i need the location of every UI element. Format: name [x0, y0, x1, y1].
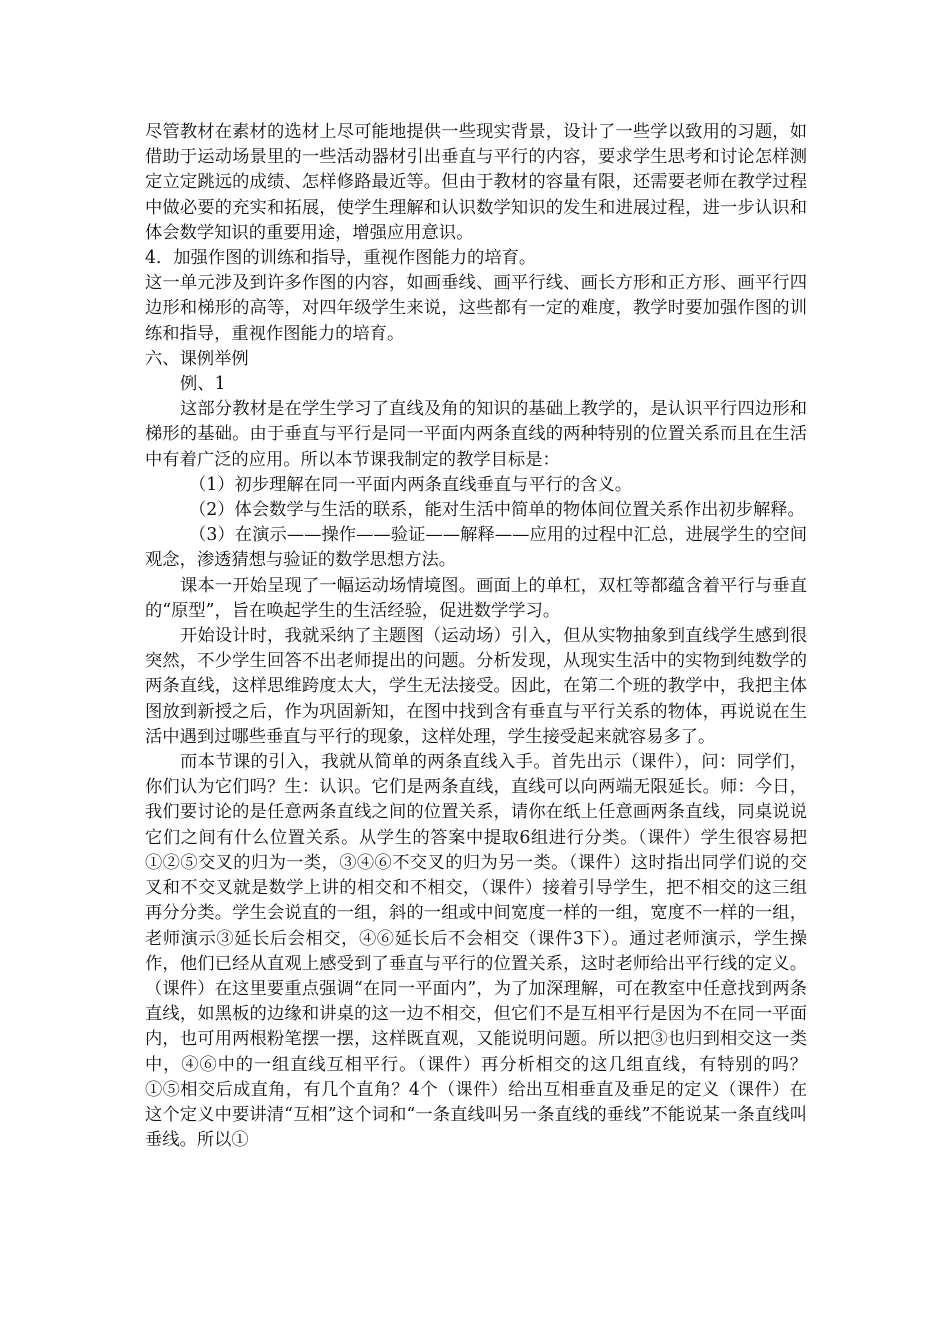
paragraph-design-reflection: 开始设计时，我就采纳了主题图（运动场）引入，但从实物抽象到直线学生感到很突然，不少学生回答不出老师提出的问题。分析发现，从现实生活中的实物到纯数学的两条直线，这样思维跨度太大，学生无法接受。因此，在第二个班的教学中，我把主体图放到新授之后，作为巩固新知，在图中找到含有垂直与平行关系的物体，再说说在生活中遇到过哪些垂直与平行的现象，这样处理，学生接受起来就容易多了。	[145, 626, 807, 747]
example-label: 例、1	[180, 374, 226, 395]
paragraph-textbook-materials: 尽管教材在素材的选材上尽可能地提供一些现实背景，设计了一些学以致用的习题，如借助于运动场景里的一些活动器材引出垂直与平行的内容，要求学生思考和讨论怎样测定立定跳远的成绩、怎样修路最近等。但由于教材的容量有限，还需要老师在教学过程中做必要的充实和拓展，使学生理解和认识数学知识的发生和进展过程，进一步认识和体会数学知识的重要用途，增强应用意识。	[145, 122, 807, 243]
paragraph-lesson-introduction: 而本节课的引入，我就从简单的两条直线入手。首先出示（课件），问：同学们，你们认为它们吗？生：认识。它们是两条直线，直线可以向两端无限延长。师：今日，我们要讨论的是任意两条直线之间的位置关系，请你在纸上任意画两条直线，同桌说说它们之间有什么位置关系。从学生的答案中提取6组进行分类。（课件）学生很容易把①②⑤交叉的归为一类，③④⑥不交叉的归为另一类。（课件）这时指出同学们说的交叉和不交叉就是数学上讲的相交和不相交，（课件）接着引导学生，把不相交的这三组再分分类。学生会说直的一组，斜的一组或中间宽度一样的一组，宽度不一样的一组，老师演示③延长后会相交，④⑥延长后不会相交（课件3下）。通过老师演示，学生操作，他们已经从直观上感受到了垂直与平行的位置关系，这时老师给出平行线的定义。（课件）在这里要重点强调“在同一平面内”，为了加深理解，可在教室中任意找到两条直线，如黑板的边缘和讲桌的这一边不相交，但它们不是互相平行是因为不在同一平面内，也可用两根粉笔摆一摆，这样既直观，又能说明问题。所以把③也归到相交这一类中，④⑥中的一组直线互相平行。（课件）再分析相交的这几组直线，有特别的吗？①⑤相交后成直角，有几个直角？4个（课件）给出互相垂直及垂足的定义（课件）在这个定义中要讲清“互相”这个词和“一条直线叫另一条直线的垂线”不能说某一条直线叫垂线。所以①	[145, 752, 807, 1151]
section-heading-6: 六、课例举例	[145, 348, 249, 369]
heading-point-4: 4．加强作图的训练和指导，重视作图能力的培育。	[145, 248, 537, 269]
goal-3: （3）在演示——操作——验证——解释——应用的过程中汇总，进展学生的空间观念，渗透猜想与验证的数学思想方法。	[145, 525, 807, 571]
paragraph-teaching-goals-intro: 这部分教材是在学生学习了直线及角的知识的基础上教学的，是认识平行四边形和梯形的基础。由于垂直与平行是同一平面内两条直线的两种特别的位置关系而且在生活中有着广泛的应用。所以本节课我制定的教学目标是：	[145, 399, 807, 470]
goal-2: （2）体会数学与生活的联系，能对生活中简单的物体间位置关系作出初步解释。	[189, 500, 805, 521]
goal-1: （1）初步理解在同一平面内两条直线垂直与平行的含义。	[189, 474, 633, 495]
paragraph-situation-picture: 课本一开始呈现了一幅运动场情境图。画面上的单杠，双杠等都蕴含着平行与垂直的“原型”，旨在唤起学生的生活经验，促进数学学习。	[145, 575, 807, 621]
document-body	[145, 120, 807, 1153]
paragraph-drawing: 这一单元涉及到许多作图的内容，如画垂线、画平行线、画长方形和正方形、画平行四边形和梯形的高等，对四年级学生来说，这些都有一定的难度，教学时要加强作图的训练和指导，重视作图能力的培育。	[145, 273, 807, 344]
